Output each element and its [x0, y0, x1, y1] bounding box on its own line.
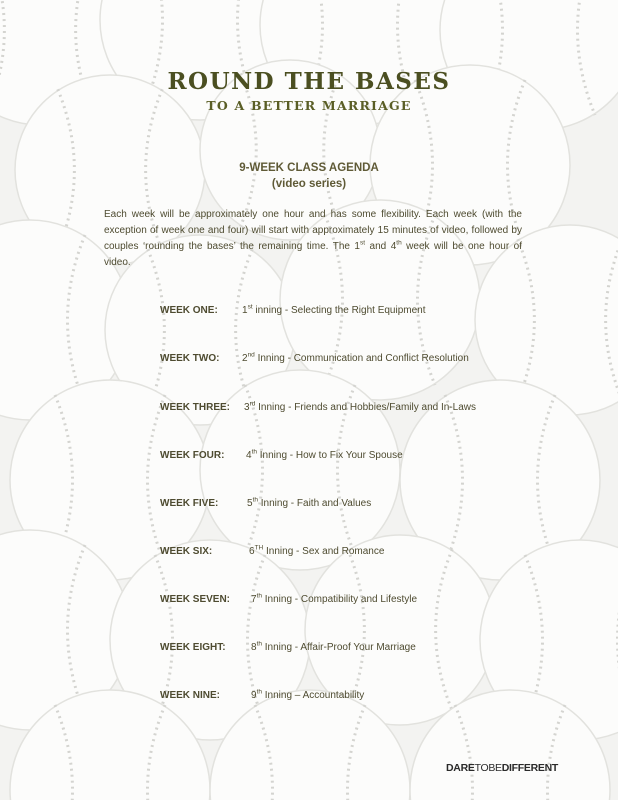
week-label: WEEK ONE: [160, 305, 218, 316]
page-subtitle: TO A BETTER MARRIAGE [206, 98, 412, 113]
agenda-heading-block [0, 160, 618, 192]
intro-text-1: Each week will be approximately one hour and has some flexibility. Each week (with the exception of week one and four) will start with approximately 15 minutes of video, followed by couples ‘rounding the bases’ the remaining time. The 1 [104, 209, 522, 252]
week-label: WEEK SEVEN: [160, 594, 231, 605]
week-topic: 6TH Inning - Sex and Romance [249, 544, 385, 557]
intro-sup-1: st [360, 239, 366, 247]
week-topic: 1st inning - Selecting the Right Equipment [242, 303, 426, 316]
week-topic: 2nd Inning - Communication and Conflict Resolution [242, 351, 469, 364]
week-label: WEEK SIX: [160, 546, 213, 557]
week-label: WEEK TWO: [160, 353, 220, 364]
week-topic: 9th Inning – Accountability [251, 688, 365, 701]
page-title: ROUND THE BASES [167, 68, 451, 95]
week-label: WEEK THREE: [160, 402, 230, 413]
week-label: WEEK FOUR: [160, 450, 225, 461]
week-label: WEEK NINE: [160, 690, 220, 701]
week-topic: 8th Inning - Affair-Proof Your Marriage [251, 640, 416, 653]
intro-sup-2: th [396, 239, 402, 247]
week-topic: 5th Inning - Faith and Values [247, 496, 372, 509]
week-topic: 7th Inning - Compatibility and Lifestyle [251, 592, 418, 605]
week-label: WEEK EIGHT: [160, 642, 226, 653]
agenda-heading: 9-WEEK CLASS AGENDA [239, 162, 379, 174]
week-label: WEEK FIVE: [160, 498, 219, 509]
intro-text-3: week will be one hour of video. [104, 241, 522, 268]
week-topic: 4th Inning - How to Fix Your Spouse [246, 448, 403, 461]
intro-text-2: and 4 [365, 241, 397, 252]
brand-logo: DARETOBEDIFFERENT [446, 762, 558, 774]
intro-paragraph [104, 207, 522, 271]
week-topic: 3rd Inning - Friends and Hobbies/Family and In-Laws [244, 400, 477, 413]
agenda-subheading: (video series) [271, 178, 347, 190]
